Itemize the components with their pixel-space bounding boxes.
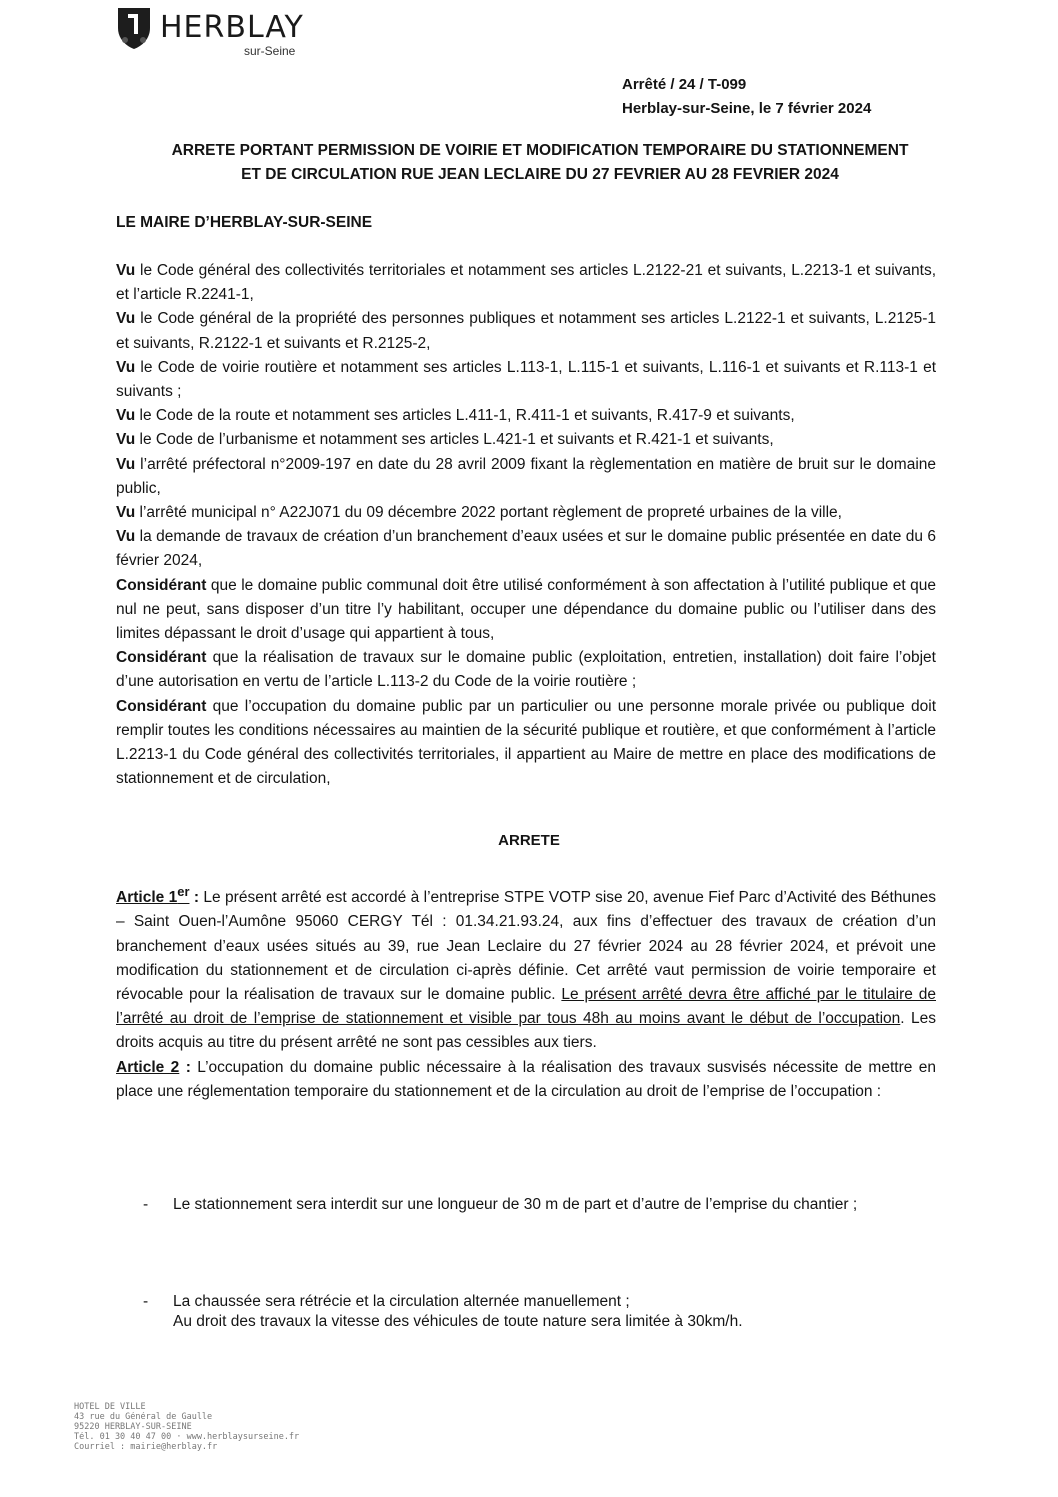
article-1: Article 1er : Le présent arrêté est accordé à l’entreprise STPE VOTP sise 20, avenue Fief Parc d’Activité des Béthunes – Saint Ouen-l’Aumône 95060 CERGY Tél : 01.34.21.93.24, aux fins d’effectuer des travaux de création d’un branchement d’eaux usées situés au 39, rue Jean Leclaire du 27 février 2024 au 28 février 2024, et prévoit une modification du stationnement et de circulation ci-après définie. Cet arrêté vaut permission de voirie temporaire et révocable pour la réalisation de travaux sur le domaine public. Le présent arrêté devra être affiché par le titulaire de l’arrêté au droit de l’emprise de stationnement et visible par tous 48h au moins avant le début de l’occupation. Les droits acquis au titre du présent arrêté ne sont pas cessibles aux tiers. — [116, 884, 937, 1052]
article-2: Article 2 : L’occupation du domaine public nécessaire à la réalisation des travaux susvisés nécessite de mettre en place une réglementation temporaire du stationnement et de la circulation au droit de l’emprise de l’occupation : — [116, 1058, 937, 1100]
brand-name: HERBLAY — [160, 10, 304, 45]
document-title — [100, 139, 980, 187]
speed-limit-note: Au droit des travaux la vitesse des véhicules de toute nature sera limitée à 30km/h. — [173, 1313, 743, 1330]
decree-number: Arrêté / 24 / T-099 — [622, 76, 747, 93]
articles — [116, 880, 936, 1104]
preamble-item: Vu la demande de travaux de création d’un branchement d’eaux usées et sur le domaine public présentée en date du 6 février 2024, — [116, 528, 936, 570]
brand-subtitle: sur-Seine — [244, 44, 296, 58]
preamble-item: Considérant que l’occupation du domaine public par un particulier ou une personne morale privée ou publique doit remplir toutes les conditions nécessaires au maintien de la sécurité publique et routière, et que conformément à l’article L.2213-1 du Code général des collectivités territoriales, il appartient au Maire de mettre en place des modifications de stationnement et de circulation, — [116, 697, 936, 788]
decree-place-date: Herblay-sur-Seine, le 7 février 2024 — [622, 100, 872, 117]
measure-item: - Le stationnement sera interdit sur une longueur de 30 m de part et d’autre de l’emprise du chantier ; — [143, 1193, 965, 1217]
article-1-label: Article 1er — [116, 884, 190, 907]
authority-heading: LE MAIRE D’HERBLAY-SUR-SEINE — [116, 214, 373, 231]
preamble — [116, 259, 936, 791]
preamble-item: Vu le Code général de la propriété des personnes publiques et notamment ses articles L.2122-1 et suivants, L.2125-1 et suivants, R.2122-1 et suivants et R.2125-2, — [116, 310, 936, 352]
preamble-item: Vu le Code de voirie routière et notamment ses articles L.113-1, L.115-1 et suivants, L.116-1 et suivants et R.113-1 et suivants ; — [116, 358, 936, 401]
preamble-item: Considérant que la réalisation de travaux sur le domaine public (exploitation, entretien, installation) doit faire l’objet d’une autorisation en vertu de l’article L.113-2 du Code de la voirie routière ; — [116, 649, 936, 691]
decree-reference — [622, 73, 871, 121]
preamble-item: Vu le Code général des collectivités territoriales et notamment ses articles L.2122-21 et suivants, L.2213-1 et suivants, et l’article R.2241-1, — [116, 262, 936, 304]
preamble-item: Vu le Code de la route et notamment ses articles L.411-1, R.411-1 et suivants, R.417-9 et suivants, — [116, 407, 795, 425]
preamble-item: Vu le Code de l’urbanisme et notamment ses articles L.421-1 et suivants et R.421-1 et suivants, — [116, 431, 774, 449]
preamble-item: Vu l’arrêté municipal n° A22J071 du 09 décembre 2022 portant règlement de propreté urbaines de la ville, — [116, 504, 842, 522]
preamble-item: Considérant que le domaine public communal doit être utilisé conformément à son affectation à l’utilité publique et que nul ne peut, sans disposer d’un titre l’y habilitant, occuper une dépendance du domaine public ou l’utiliser dans des limites dépassant le droit d’usage qui appartient à tous, — [116, 576, 936, 643]
measure-item: - La chaussée sera rétrécie et la circulation alternée manuellement ; — [143, 1290, 965, 1314]
footer-address: HOTEL DE VILLE 43 rue du Général de Gaulle 95220 HERBLAY-SUR-SEINE Tél. 01 30 40 47 00 · www.herblaysurseine.fr Courriel : mairie@herblay.fr — [74, 1402, 300, 1452]
decision-heading: ARRETE — [498, 832, 560, 849]
preamble-item: Vu l’arrêté préfectoral n°2009-197 en date du 28 avril 2009 fixant la règlementation en matière de bruit sur le domaine public, — [116, 455, 936, 497]
article-2-label: Article 2 — [116, 1058, 180, 1076]
article-1-display-notice: Le présent arrêté devra être affiché par le titulaire de l’arrêté au droit de l’emprise de stationnement et visible par tous 48h au moins avant le début de l’occupation — [116, 985, 936, 1028]
title-line-2: ET DE CIRCULATION RUE JEAN LECLAIRE DU 27 FEVRIER AU 28 FEVRIER 2024 — [241, 166, 839, 183]
title-line-1: ARRETE PORTANT PERMISSION DE VOIRIE ET MODIFICATION TEMPORAIRE DU STATIONNEMENT — [171, 142, 909, 159]
